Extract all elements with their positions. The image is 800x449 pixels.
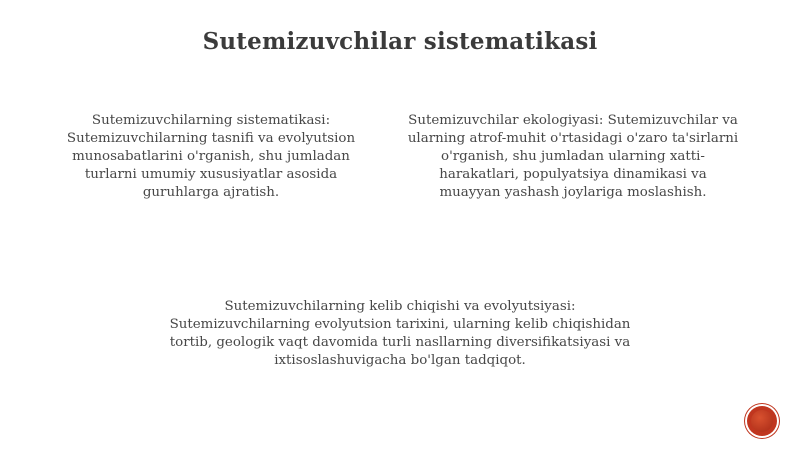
text-block-ecology: Sutemizuvchilar ekologiyasi: Sutemizuvchilar va ularning atrof-muhit o'rtasidagi o'zaro ta'sirlarni o'rganish, shu jumladan ularning xatti- harakatlari, populyatsiya dinamikasi va muayyan yashash joylariga moslashish.	[407, 113, 739, 200]
slide-nav-button[interactable]	[747, 406, 777, 436]
text-block-systematics: Sutemizuvchilarning sistematikasi: Sutemizuvchilarning tasnifi va evolyutsion munosabatlarini o'rganish, shu jumladan turlarni umumiy xususiyatlar asosida guruhlarga ajratish.	[66, 113, 356, 200]
circle-nav-icon	[751, 410, 773, 432]
slide-title: Sutemizuvchilar sistematikasi	[202, 28, 598, 55]
text-block-evolution: Sutemizuvchilarning kelib chiqishi va evolyutsiyasi: Sutemizuvchilarning evolyutsion tarixini, ularning kelib chiqishidan tortib, geologik vaqt davomida turli nasllarning diversifikatsiyasi va ixtisoslashuvigacha bo'lgan tadqiqot.	[169, 299, 631, 368]
